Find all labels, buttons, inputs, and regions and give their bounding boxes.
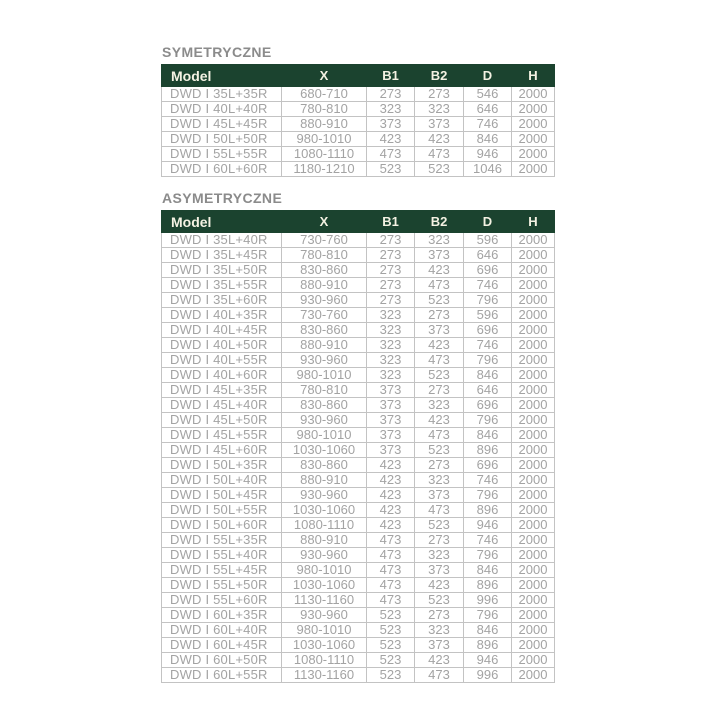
column-header-b1: B1: [367, 211, 415, 233]
value-cell: 646: [464, 383, 512, 398]
value-cell: 796: [464, 413, 512, 428]
value-cell: 780-810: [282, 102, 367, 117]
value-cell: 696: [464, 398, 512, 413]
value-cell: 423: [367, 503, 415, 518]
table-row: [162, 398, 555, 413]
value-cell: 273: [367, 278, 415, 293]
value-cell: 423: [415, 653, 464, 668]
value-cell: 423: [415, 578, 464, 593]
model-cell: DWD I 40L+50R: [162, 338, 282, 353]
value-cell: 2000: [512, 473, 555, 488]
value-cell: 423: [367, 488, 415, 503]
value-cell: 473: [367, 563, 415, 578]
value-cell: 2000: [512, 668, 555, 683]
asymmetric-section: [161, 190, 556, 683]
value-cell: 273: [367, 263, 415, 278]
value-cell: 1080-1110: [282, 518, 367, 533]
value-cell: 2000: [512, 593, 555, 608]
value-cell: 2000: [512, 428, 555, 443]
value-cell: 2000: [512, 132, 555, 147]
value-cell: 2000: [512, 368, 555, 383]
model-cell: DWD I 35L+40R: [162, 233, 282, 248]
value-cell: 830-860: [282, 398, 367, 413]
value-cell: 930-960: [282, 548, 367, 563]
value-cell: 323: [367, 323, 415, 338]
table-row: [162, 368, 555, 383]
value-cell: 2000: [512, 233, 555, 248]
value-cell: 473: [367, 548, 415, 563]
value-cell: 930-960: [282, 608, 367, 623]
value-cell: 2000: [512, 383, 555, 398]
value-cell: 373: [367, 443, 415, 458]
table-row: [162, 428, 555, 443]
value-cell: 2000: [512, 278, 555, 293]
value-cell: 373: [367, 428, 415, 443]
table-row: [162, 578, 555, 593]
table-row: [162, 548, 555, 563]
table-row: [162, 248, 555, 263]
value-cell: 423: [367, 132, 415, 147]
value-cell: 273: [367, 248, 415, 263]
value-cell: 696: [464, 323, 512, 338]
symmetric-spec-table: [161, 64, 555, 177]
value-cell: 2000: [512, 503, 555, 518]
table-row: [162, 323, 555, 338]
value-cell: 373: [367, 383, 415, 398]
value-cell: 746: [464, 278, 512, 293]
value-cell: 2000: [512, 653, 555, 668]
value-cell: 523: [367, 623, 415, 638]
value-cell: 473: [415, 503, 464, 518]
value-cell: 373: [415, 248, 464, 263]
value-cell: 1030-1060: [282, 638, 367, 653]
value-cell: 1030-1060: [282, 578, 367, 593]
value-cell: 646: [464, 248, 512, 263]
model-cell: DWD I 50L+40R: [162, 473, 282, 488]
column-header-b2: B2: [415, 65, 464, 87]
value-cell: 980-1010: [282, 563, 367, 578]
table-row: [162, 533, 555, 548]
column-header-h: H: [512, 65, 555, 87]
value-cell: 730-760: [282, 233, 367, 248]
value-cell: 2000: [512, 308, 555, 323]
asymmetric-spec-table: [161, 210, 555, 683]
value-cell: 546: [464, 87, 512, 102]
table-row: [162, 147, 555, 162]
value-cell: 523: [415, 368, 464, 383]
value-cell: 880-910: [282, 278, 367, 293]
value-cell: 846: [464, 368, 512, 383]
value-cell: 473: [367, 593, 415, 608]
column-header-d: D: [464, 65, 512, 87]
table-row: [162, 87, 555, 102]
table-row: [162, 623, 555, 638]
column-header-model: Model: [162, 65, 282, 87]
value-cell: 896: [464, 503, 512, 518]
model-cell: DWD I 50L+60R: [162, 518, 282, 533]
value-cell: 1046: [464, 162, 512, 177]
table-row: [162, 668, 555, 683]
value-cell: 846: [464, 132, 512, 147]
value-cell: 796: [464, 488, 512, 503]
value-cell: 323: [367, 308, 415, 323]
value-cell: 996: [464, 593, 512, 608]
value-cell: 1130-1160: [282, 593, 367, 608]
value-cell: 880-910: [282, 533, 367, 548]
model-cell: DWD I 55L+40R: [162, 548, 282, 563]
table-row: [162, 443, 555, 458]
value-cell: 1030-1060: [282, 503, 367, 518]
value-cell: 746: [464, 338, 512, 353]
value-cell: 523: [367, 653, 415, 668]
value-cell: 323: [367, 338, 415, 353]
value-cell: 273: [367, 293, 415, 308]
value-cell: 523: [415, 518, 464, 533]
value-cell: 2000: [512, 102, 555, 117]
value-cell: 1030-1060: [282, 443, 367, 458]
table-row: [162, 233, 555, 248]
column-header-h: H: [512, 211, 555, 233]
value-cell: 523: [367, 638, 415, 653]
value-cell: 2000: [512, 413, 555, 428]
value-cell: 473: [367, 578, 415, 593]
model-cell: DWD I 55L+55R: [162, 147, 282, 162]
value-cell: 273: [415, 87, 464, 102]
value-cell: 523: [415, 443, 464, 458]
table-row: [162, 308, 555, 323]
value-cell: 373: [367, 413, 415, 428]
value-cell: 523: [367, 608, 415, 623]
value-cell: 830-860: [282, 263, 367, 278]
column-header-x: X: [282, 65, 367, 87]
value-cell: 373: [415, 563, 464, 578]
value-cell: 273: [415, 383, 464, 398]
value-cell: 423: [415, 413, 464, 428]
table-row: [162, 413, 555, 428]
value-cell: 2000: [512, 338, 555, 353]
table-row: [162, 117, 555, 132]
table-row: [162, 638, 555, 653]
model-cell: DWD I 60L+40R: [162, 623, 282, 638]
model-cell: DWD I 50L+35R: [162, 458, 282, 473]
value-cell: 523: [415, 162, 464, 177]
table-row: [162, 458, 555, 473]
model-cell: DWD I 50L+50R: [162, 132, 282, 147]
value-cell: 796: [464, 353, 512, 368]
value-cell: 2000: [512, 608, 555, 623]
value-cell: 473: [415, 668, 464, 683]
table-row: [162, 353, 555, 368]
model-cell: DWD I 45L+55R: [162, 428, 282, 443]
value-cell: 473: [367, 147, 415, 162]
model-cell: DWD I 60L+55R: [162, 668, 282, 683]
value-cell: 896: [464, 638, 512, 653]
value-cell: 523: [415, 293, 464, 308]
model-cell: DWD I 60L+45R: [162, 638, 282, 653]
value-cell: 2000: [512, 147, 555, 162]
value-cell: 1080-1110: [282, 653, 367, 668]
table-row: [162, 563, 555, 578]
column-header-b1: B1: [367, 65, 415, 87]
model-cell: DWD I 55L+50R: [162, 578, 282, 593]
model-cell: DWD I 45L+40R: [162, 398, 282, 413]
value-cell: 746: [464, 473, 512, 488]
column-header-x: X: [282, 211, 367, 233]
value-cell: 946: [464, 147, 512, 162]
value-cell: 796: [464, 548, 512, 563]
value-cell: 2000: [512, 353, 555, 368]
value-cell: 2000: [512, 578, 555, 593]
section-title-symmetric: SYMETRYCZNE: [162, 44, 272, 60]
spec-tables-content: [161, 44, 556, 683]
section-title-asymmetric: ASYMETRYCZNE: [162, 190, 283, 206]
value-cell: 273: [415, 533, 464, 548]
column-header-model: Model: [162, 211, 282, 233]
value-cell: 323: [415, 233, 464, 248]
value-cell: 323: [415, 548, 464, 563]
table-row: [162, 593, 555, 608]
model-cell: DWD I 35L+50R: [162, 263, 282, 278]
model-cell: DWD I 40L+60R: [162, 368, 282, 383]
value-cell: 323: [415, 102, 464, 117]
value-cell: 846: [464, 563, 512, 578]
value-cell: 523: [415, 593, 464, 608]
value-cell: 596: [464, 233, 512, 248]
value-cell: 980-1010: [282, 428, 367, 443]
value-cell: 696: [464, 458, 512, 473]
value-cell: 323: [367, 102, 415, 117]
value-cell: 2000: [512, 458, 555, 473]
value-cell: 930-960: [282, 488, 367, 503]
model-cell: DWD I 35L+35R: [162, 87, 282, 102]
value-cell: 373: [415, 117, 464, 132]
model-cell: DWD I 50L+45R: [162, 488, 282, 503]
model-cell: DWD I 60L+50R: [162, 653, 282, 668]
value-cell: 930-960: [282, 353, 367, 368]
value-cell: 2000: [512, 563, 555, 578]
model-cell: DWD I 50L+55R: [162, 503, 282, 518]
value-cell: 646: [464, 102, 512, 117]
value-cell: 2000: [512, 623, 555, 638]
model-cell: DWD I 40L+40R: [162, 102, 282, 117]
value-cell: 730-760: [282, 308, 367, 323]
model-cell: DWD I 45L+45R: [162, 117, 282, 132]
value-cell: 1130-1160: [282, 668, 367, 683]
value-cell: 2000: [512, 248, 555, 263]
value-cell: 896: [464, 443, 512, 458]
value-cell: 423: [367, 473, 415, 488]
value-cell: 596: [464, 308, 512, 323]
value-cell: 2000: [512, 398, 555, 413]
value-cell: 830-860: [282, 323, 367, 338]
model-cell: DWD I 40L+55R: [162, 353, 282, 368]
symmetric-section: [161, 44, 556, 177]
table-row: [162, 338, 555, 353]
value-cell: 2000: [512, 162, 555, 177]
value-cell: 880-910: [282, 117, 367, 132]
value-cell: 373: [367, 398, 415, 413]
value-cell: 946: [464, 518, 512, 533]
value-cell: 796: [464, 293, 512, 308]
value-cell: 2000: [512, 518, 555, 533]
header-row: [162, 211, 555, 233]
model-cell: DWD I 40L+35R: [162, 308, 282, 323]
value-cell: 980-1010: [282, 368, 367, 383]
value-cell: 373: [415, 638, 464, 653]
value-cell: 696: [464, 263, 512, 278]
value-cell: 2000: [512, 293, 555, 308]
model-cell: DWD I 35L+60R: [162, 293, 282, 308]
header-row: [162, 65, 555, 87]
table-row: [162, 488, 555, 503]
value-cell: 473: [415, 278, 464, 293]
value-cell: 323: [415, 473, 464, 488]
model-cell: DWD I 45L+60R: [162, 443, 282, 458]
value-cell: 323: [415, 623, 464, 638]
table-row: [162, 653, 555, 668]
table-row: [162, 132, 555, 147]
value-cell: 680-710: [282, 87, 367, 102]
value-cell: 780-810: [282, 248, 367, 263]
value-cell: 896: [464, 578, 512, 593]
value-cell: 996: [464, 668, 512, 683]
value-cell: 846: [464, 623, 512, 638]
value-cell: 423: [415, 132, 464, 147]
model-cell: DWD I 45L+35R: [162, 383, 282, 398]
table-row: [162, 473, 555, 488]
table-row: [162, 263, 555, 278]
value-cell: 746: [464, 533, 512, 548]
value-cell: 373: [415, 323, 464, 338]
value-cell: 473: [415, 147, 464, 162]
value-cell: 830-860: [282, 458, 367, 473]
value-cell: 473: [415, 353, 464, 368]
model-cell: DWD I 55L+60R: [162, 593, 282, 608]
value-cell: 423: [415, 263, 464, 278]
value-cell: 423: [415, 338, 464, 353]
value-cell: 980-1010: [282, 132, 367, 147]
table-row: [162, 608, 555, 623]
value-cell: 373: [367, 117, 415, 132]
model-cell: DWD I 35L+45R: [162, 248, 282, 263]
value-cell: 2000: [512, 548, 555, 563]
value-cell: 273: [415, 308, 464, 323]
value-cell: 2000: [512, 488, 555, 503]
value-cell: 2000: [512, 87, 555, 102]
value-cell: 2000: [512, 117, 555, 132]
value-cell: 323: [367, 353, 415, 368]
value-cell: 523: [367, 162, 415, 177]
value-cell: 846: [464, 428, 512, 443]
table-row: [162, 293, 555, 308]
value-cell: 473: [415, 428, 464, 443]
value-cell: 273: [415, 608, 464, 623]
value-cell: 273: [367, 87, 415, 102]
value-cell: 423: [367, 458, 415, 473]
value-cell: 473: [367, 533, 415, 548]
model-cell: DWD I 35L+55R: [162, 278, 282, 293]
value-cell: 273: [367, 233, 415, 248]
value-cell: 423: [367, 518, 415, 533]
value-cell: 746: [464, 117, 512, 132]
table-row: [162, 383, 555, 398]
model-cell: DWD I 40L+45R: [162, 323, 282, 338]
value-cell: 1080-1110: [282, 147, 367, 162]
value-cell: 373: [415, 488, 464, 503]
value-cell: 780-810: [282, 383, 367, 398]
value-cell: 323: [415, 398, 464, 413]
model-cell: DWD I 60L+35R: [162, 608, 282, 623]
value-cell: 2000: [512, 263, 555, 278]
value-cell: 880-910: [282, 473, 367, 488]
table-row: [162, 518, 555, 533]
value-cell: 930-960: [282, 413, 367, 428]
value-cell: 946: [464, 653, 512, 668]
table-row: [162, 278, 555, 293]
table-row: [162, 503, 555, 518]
value-cell: 2000: [512, 533, 555, 548]
table-row: [162, 162, 555, 177]
value-cell: 273: [415, 458, 464, 473]
model-cell: DWD I 55L+45R: [162, 563, 282, 578]
value-cell: 2000: [512, 323, 555, 338]
value-cell: 796: [464, 608, 512, 623]
column-header-d: D: [464, 211, 512, 233]
value-cell: 2000: [512, 443, 555, 458]
column-header-b2: B2: [415, 211, 464, 233]
value-cell: 880-910: [282, 338, 367, 353]
value-cell: 323: [367, 368, 415, 383]
value-cell: 1180-1210: [282, 162, 367, 177]
model-cell: DWD I 45L+50R: [162, 413, 282, 428]
model-cell: DWD I 55L+35R: [162, 533, 282, 548]
value-cell: 2000: [512, 638, 555, 653]
model-cell: DWD I 60L+60R: [162, 162, 282, 177]
value-cell: 980-1010: [282, 623, 367, 638]
value-cell: 523: [367, 668, 415, 683]
table-row: [162, 102, 555, 117]
value-cell: 930-960: [282, 293, 367, 308]
